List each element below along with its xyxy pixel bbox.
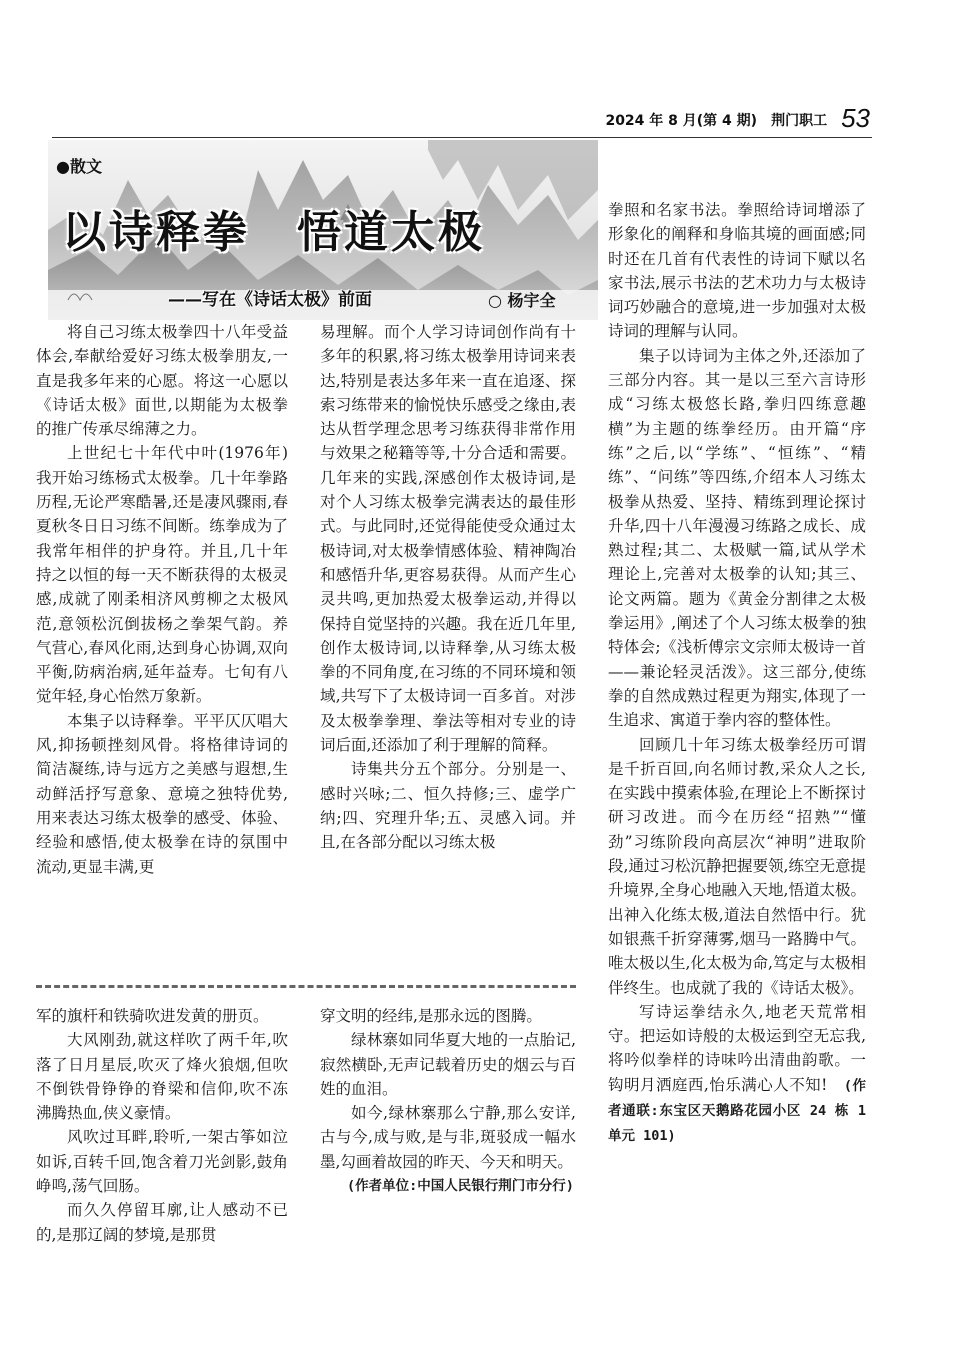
journal-name: 荆门职工 xyxy=(771,113,828,129)
lower-column-2 xyxy=(320,1004,576,1198)
paragraph: 而久久停留耳廓,让人感动不已的,是那辽阔的梦境,是那贯 xyxy=(36,1201,288,1244)
column-1 xyxy=(36,320,288,879)
paragraph: 军的旗杆和铁骑吹进发黄的册页。 xyxy=(36,1007,269,1025)
paragraph: 风吹过耳畔,聆听,一架古筝如泣如诉,百转千回,饱含着刀光剑影,鼓角峥鸣,荡气回肠。 xyxy=(36,1128,288,1196)
paragraph: 回顾几十年习练太极拳经历可谓是千折百回,向名师讨教,采众人之长,在实践中摸索体验,在理论上不断探讨研习改进。而今在历经“招熟”“懂劲”习练阶段向高层次“神明”进取阶段,通过习松沉静把握要领,练空无意提升境界,全身心地融入天地,悟道太极。出神入化练太极,道法自然悟中行。犹如银燕千折穿薄雾,烟马一路腾中气。唯太极以生,化太极为命,笃定与太极相伴终生。也成就了我的《诗话太极》。 xyxy=(608,735,866,997)
column-3 xyxy=(608,198,866,1149)
issue-date: 2024 年 8 月(第 4 期) xyxy=(605,113,758,129)
paragraph: 拳照和名家书法。拳照给诗词增添了形象化的阐释和身临其境的画面感;同时还在几首有代表性的诗词下赋以名家书法,展示书法的艺术功力与太极诗词巧妙融合的意境,进一步加强对太极诗词的理解与认同。 xyxy=(608,201,866,341)
column-2 xyxy=(320,320,576,855)
paragraph: 绿林寨如同华夏大地的一点胎记,寂然横卧,无声记载着历史的烟云与百姓的血泪。 xyxy=(320,1031,576,1098)
paragraph xyxy=(608,1000,866,1149)
paragraph: 如今,绿林寨那么宁静,那么安详,古与今,成与败,是与非,斑驳成一幅水墨,勾画着故园的昨天、今天和明天。 xyxy=(320,1104,576,1171)
paragraph: 上世纪七十年代中叶(1976年)我开始习练杨式太极拳。几十年拳路历程,无论严寒酷暑,还是凄风骤雨,春夏秋冬日日习练不间断。练拳成为了我常年相伴的护身符。并且,几十年持之以恒的每一天不断获得的太极灵感,成就了刚柔相济风剪柳之太极风范,意领松沉倒拔杨之拳架气韵。养气营心,春风化雨,达到身心协调,双向平衡,防病治病,延年益寿。七旬有八觉年轻,身心怡然万象新。 xyxy=(36,444,288,706)
paragraph: 穿文明的经纬,是那永远的图腾。 xyxy=(320,1007,542,1025)
paragraph: 将自己习练太极拳四十八年受益体会,奉献给爱好习练太极拳朋友,一直是我多年来的心愿。将这一心愿以《诗话太极》面世,以期能为太极拳的推广传承尽绵薄之力。 xyxy=(36,323,288,439)
running-head xyxy=(560,100,870,133)
article-author: ○ 杨宇全 xyxy=(488,291,556,310)
author-contact-note: (作者通联:东宝区天鹅路花园小区 24 栋 1 单元 101) xyxy=(608,1077,866,1145)
page-number: 53 xyxy=(841,103,870,133)
article-title: 以诗释拳 悟道太极 xyxy=(62,207,485,258)
author-affiliation-note: (作者单位:中国人民银行荆门市分行) xyxy=(347,1178,574,1195)
article-subtitle: ——写在《诗话太极》前面 xyxy=(168,290,372,310)
article-divider xyxy=(36,985,576,988)
paragraph: 集子以诗词为主体之外,还添加了三部分内容。其一是以三至六言诗形成“习练太极悠长路,拳归四练意趣横”为主题的练拳经历。由开篇“序练”之后,以“学练”、“恒练”、“精练”、“问练”等四练,介绍本人习练太极拳从热爱、坚持、精练到理论探讨升华,四十八年漫漫习练路之成长、成熟过程;其二、太极赋一篇,试从学术理论上,完善对太极拳的认知;其三、论文两篇。题为《黄金分割律之太极拳运用》,阐述了个人习练太极拳的独特体会;《浅析傅宗文宗师太极诗一首——兼论轻灵活泼》。这三部分,使练拳的自然成熟过程更为翔实,体现了一生追求、寓道于拳内容的整体性。 xyxy=(608,346,866,730)
lower-column-1 xyxy=(36,1004,288,1247)
paragraph: 本集子以诗释拳。平平仄仄唱大风,抑扬顿挫刻风骨。将格律诗词的简洁凝练,诗与远方之美感与遐想,生动鲜活抒写意象、意境之独特优势,用来表达习练太极拳的感受、体验、经验和感悟,使太极拳在诗的氛围中流动,更显丰满,更 xyxy=(36,711,288,876)
paragraph: 诗集共分五个部分。分别是一、感时兴咏;二、恒久持修;三、虚学广纳;四、究理升华;五、灵感入词。并且,在各部分配以习练太极 xyxy=(320,760,576,852)
section-tag: ●散文 xyxy=(56,157,102,176)
paragraph: 易理解。而个人学习诗词创作尚有十多年的积累,将习练太极拳用诗词来表达,特别是表达多年来一直在追逐、探索习练带来的愉悦快乐感受之缘由,表达从哲学理念思考习练获得非常作用与效果之秘籍等等,十分合适和需要。几年来的实践,深感创作太极诗词,是对个人习练太极拳完满表达的最佳形式。与此同时,还觉得能使受众通过太极诗词,对太极拳情感体验、精神陶冶和感悟升华,更容易获得。从而产生心灵共鸣,更加热爱太极拳运动,并得以保持自觉坚持的兴趣。我在近几年里,创作太极诗词,以诗释拳,从习练太极拳的不同角度,在习练的不同环境和领域,共写下了太极诗词一百多首。对涉及太极拳拳理、拳法等相对专业的诗词后面,还添加了利于理解的简释。 xyxy=(320,323,576,755)
paragraph: 大风刚劲,就这样吹了两千年,吹落了日月星辰,吹灭了烽火狼烟,但吹不倒铁骨铮铮的脊梁和信仰,吹不冻沸腾热血,侠义豪情。 xyxy=(36,1031,288,1123)
header-rule xyxy=(52,137,872,138)
paragraph-text: 写诗运拳结永久,地老天荒常相守。把运如诗般的太极运到空无忘我,将吟似拳样的诗味吟出清曲韵歌。一钩明月洒庭西,怡乐满心人不知! xyxy=(608,1002,866,1094)
